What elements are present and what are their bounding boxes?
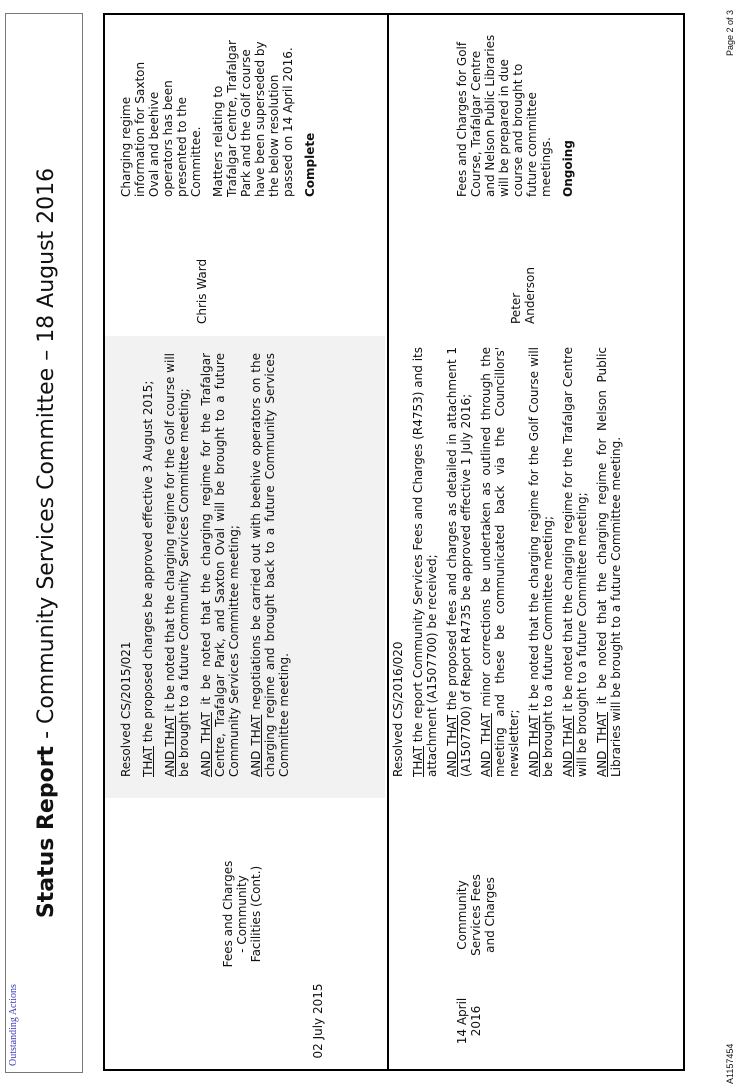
- clause: AND THAT the proposed fees and charges as detailed in attachment 1 (A1507700) of Report R4735 be approved effective 1 July 2016;: [445, 346, 473, 777]
- clause: THAT the report Community Services Fees and Charges (R4753) and its attachment (A1507700) be received;: [411, 347, 439, 777]
- page-title: [34, 14, 59, 1072]
- title-bold: Status Report: [34, 745, 59, 919]
- officer: Chris Ward: [195, 258, 209, 324]
- header-box: [5, 13, 83, 1073]
- title-rest: - Community Services Committee – 18 August 2016: [34, 167, 59, 746]
- status-badge: Complete: [303, 132, 317, 197]
- clause: AND THAT it be noted that the charging regime for Nelson Public Libraries will be brought to a future Committee meeting.: [595, 346, 623, 777]
- page-number: Page 2 of 3: [725, 10, 735, 57]
- row-date: 02 July 2015: [311, 983, 325, 1059]
- clause: AND THAT it be noted that the charging regime for the Trafalgar Centre, Trafalgar Park, and Saxton Oval will be brought to a future Community Services Committee meeting;: [199, 353, 241, 777]
- officer: Peter Anderson: [509, 267, 537, 324]
- table-row: [389, 15, 683, 1069]
- clause: THAT the proposed charges be approved effective 3 August 2015;: [141, 380, 155, 777]
- table-row: [105, 15, 389, 1069]
- resolution-text: [119, 353, 299, 777]
- clause: AND THAT it be noted that the charging regime for the Trafalgar Centre will be brought to a future Committee meeting;: [561, 346, 589, 777]
- outstanding-actions-tag: Outstanding Actions: [8, 984, 19, 1066]
- doc-id: A1157454: [725, 1043, 735, 1084]
- status-text: Charging regime information for Saxton Oval and beehive operators has been presented to the Committee. Matters relating to Trafalgar Centre, Trafalgar Park and the Golf course have been superseded by the below resolution passed on 14 April 2016. Complete: [119, 31, 325, 197]
- clause: AND THAT it be noted that the charging regime for the Golf course will be brought to a future Community Services Committee meeting;: [163, 353, 191, 777]
- clause: AND THAT it be noted that the charging regime for the Golf Course will be brought to a future Committee meeting;: [527, 347, 555, 777]
- row-date: 14 April 2016: [455, 997, 483, 1045]
- row-topic: Fees and Charges - Community Facilities (Cont.): [221, 860, 263, 968]
- resolution-id: Resolved CS/2016/020: [391, 641, 405, 777]
- clause: AND THAT minor corrections be undertaken as outlined through the meeting and these be communicated back via the Councillors' newsletter;: [479, 347, 521, 777]
- clause: AND THAT negotiations be carried out with beehive operators on the charging regime and brought back to a future Community Services Committee meeting.: [249, 353, 291, 777]
- row-topic: Community Services Fees and Charges: [455, 874, 497, 956]
- status-badge: Ongoing: [561, 140, 575, 197]
- resolution-id: Resolved CS/2015/021: [119, 641, 133, 777]
- status-text: Fees and Charges for Golf Course, Trafalgar Centre and Nelson Public Libraries will be prepared in due course and brought to future committee meetings. Ongoing: [455, 31, 583, 197]
- resolution-text: [391, 347, 629, 777]
- status-table: [103, 13, 685, 1071]
